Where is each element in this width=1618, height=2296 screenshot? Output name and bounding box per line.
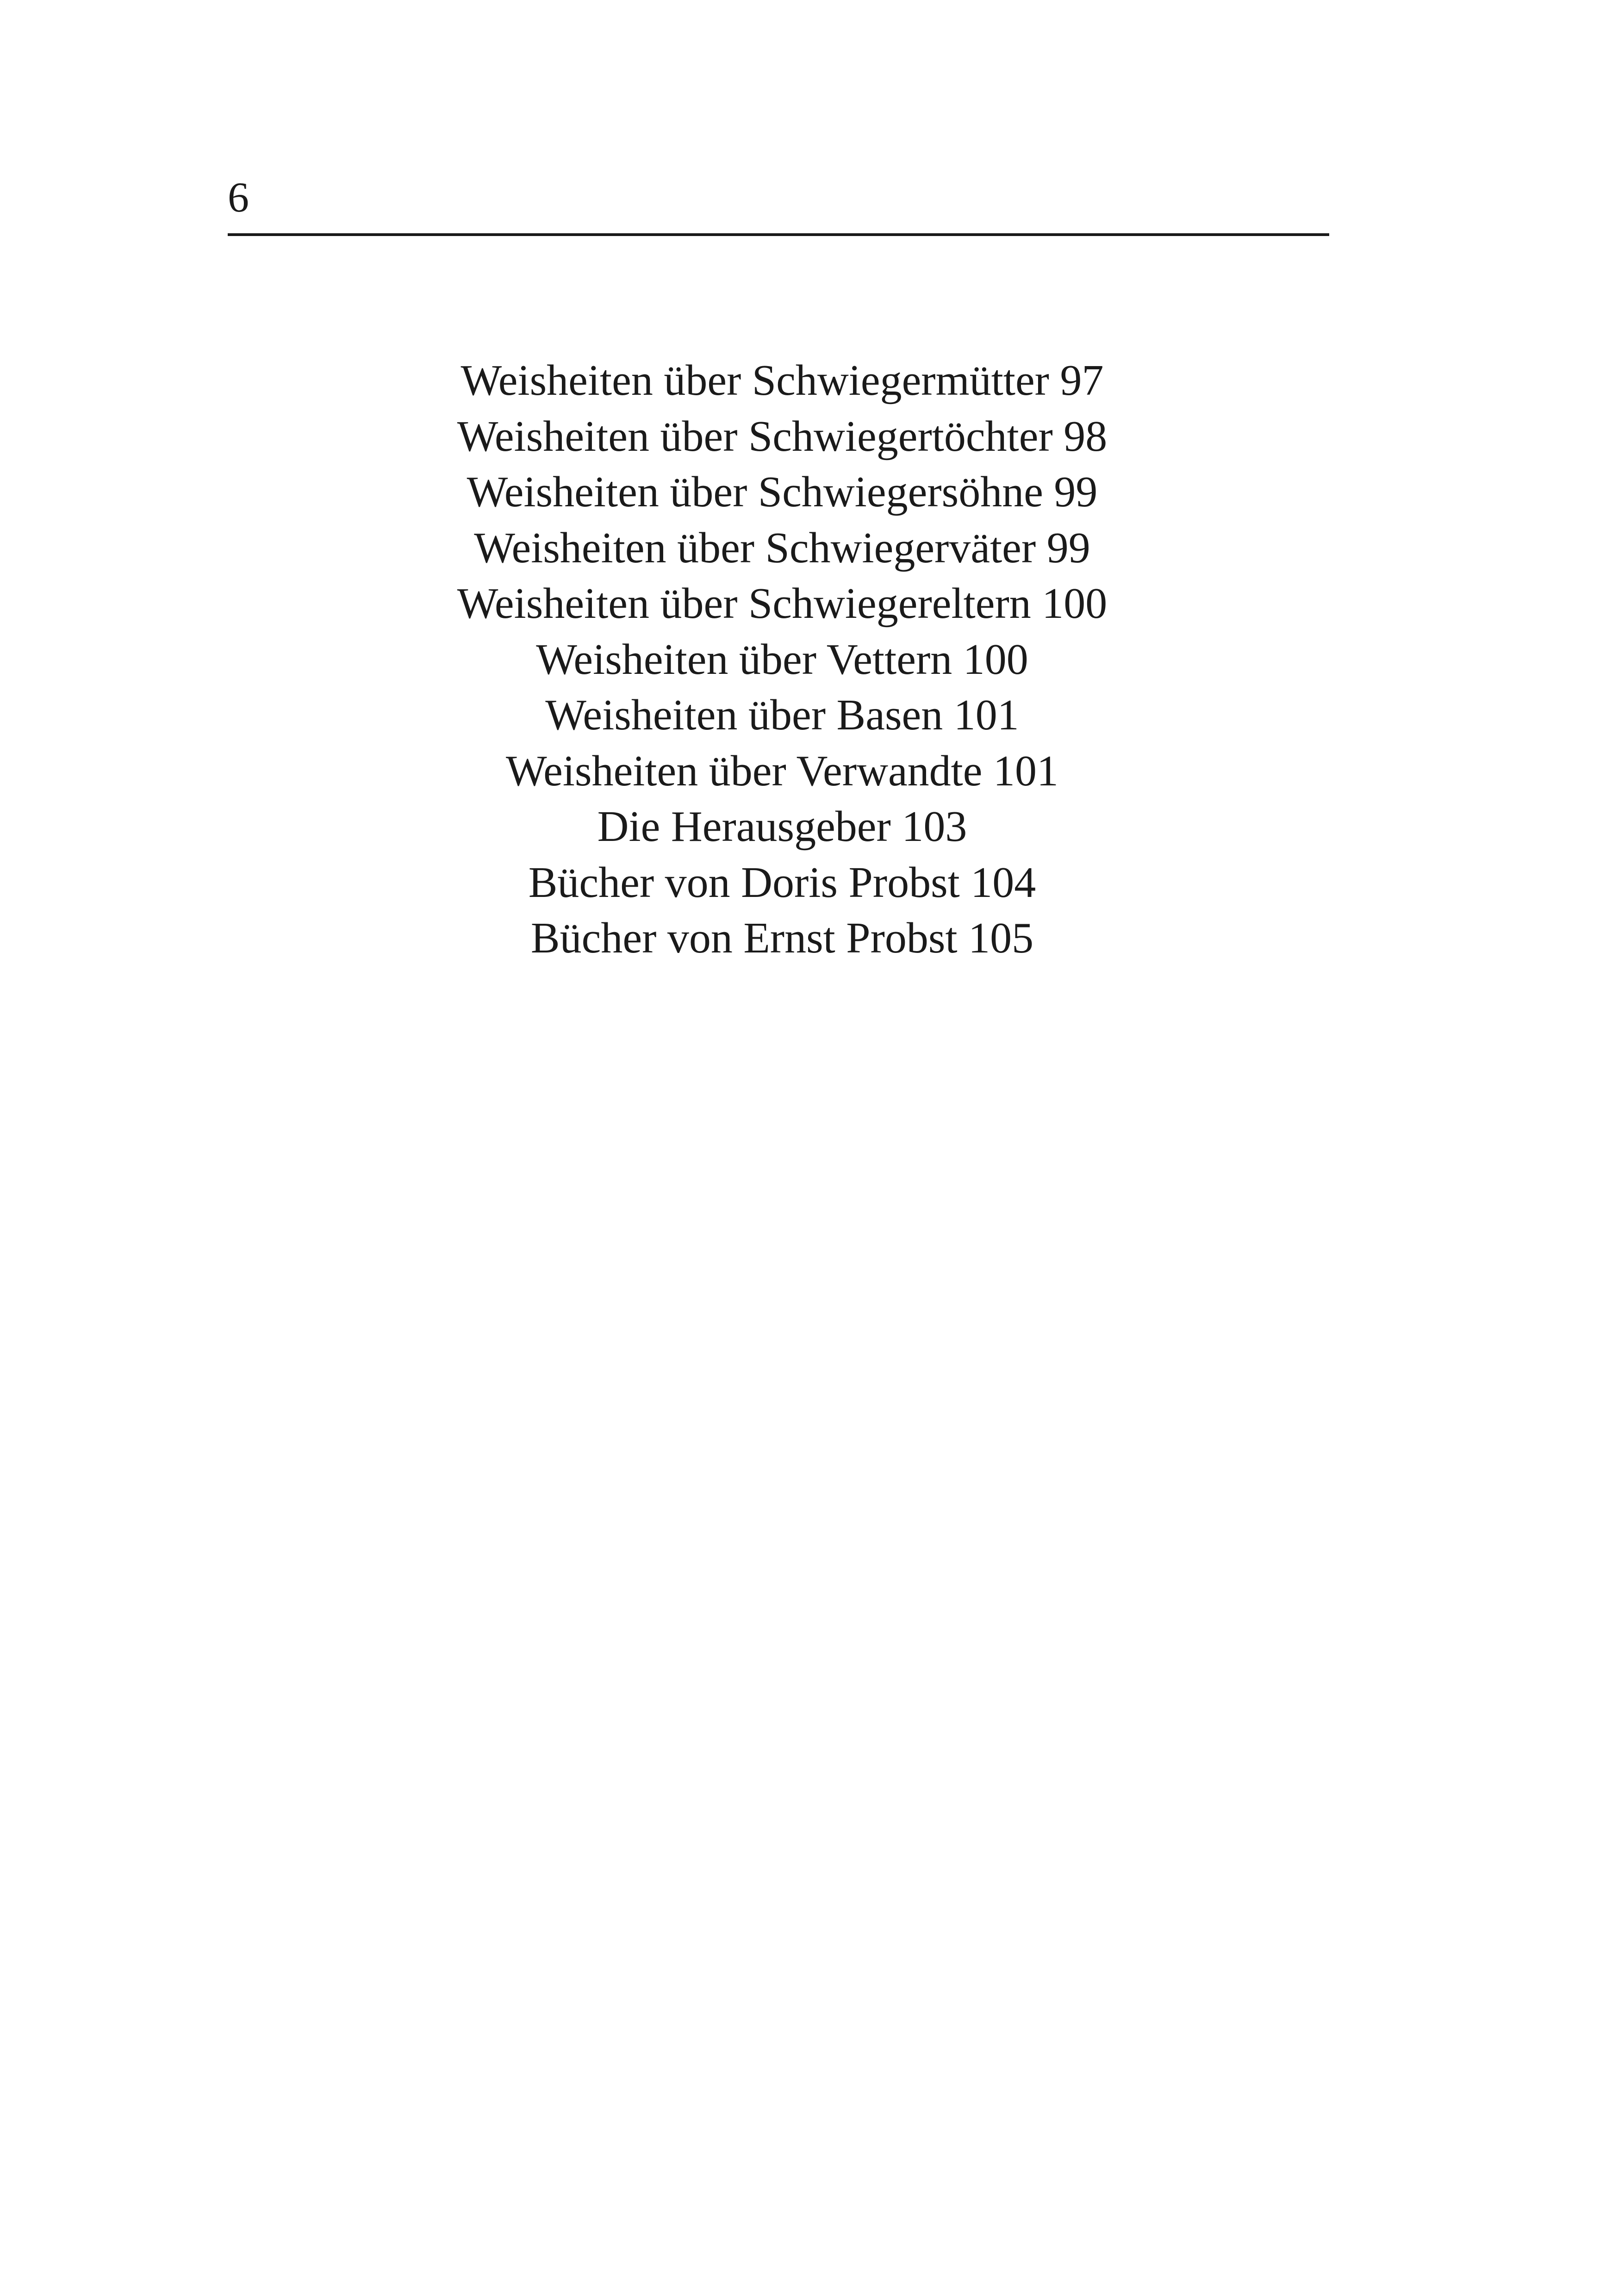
toc-entry: Weisheiten über Schwiegertöchter 98: [457, 412, 1108, 460]
toc-entry: Weisheiten über Schwiegersöhne 99: [467, 468, 1098, 516]
toc-entry: Weisheiten über Schwiegerväter 99: [474, 523, 1090, 572]
toc-entry: Weisheiten über Vettern 100: [536, 635, 1028, 684]
toc-entry: Bücher von Ernst Probst 105: [530, 914, 1034, 962]
toc-entry: Weisheiten über Basen 101: [545, 691, 1019, 739]
toc-entry: Weisheiten über Schwiegereltern 100: [457, 579, 1108, 628]
table-of-contents: [0, 353, 1564, 966]
header-rule: [228, 233, 1329, 236]
toc-entry: Weisheiten über Schwiegermütter 97: [461, 356, 1104, 404]
toc-entry: Die Herausgeber 103: [597, 803, 967, 851]
page-number: 6: [228, 174, 249, 221]
toc-entry: Bücher von Doris Probst 104: [528, 858, 1036, 907]
toc-entry: Weisheiten über Verwandte 101: [505, 747, 1059, 795]
